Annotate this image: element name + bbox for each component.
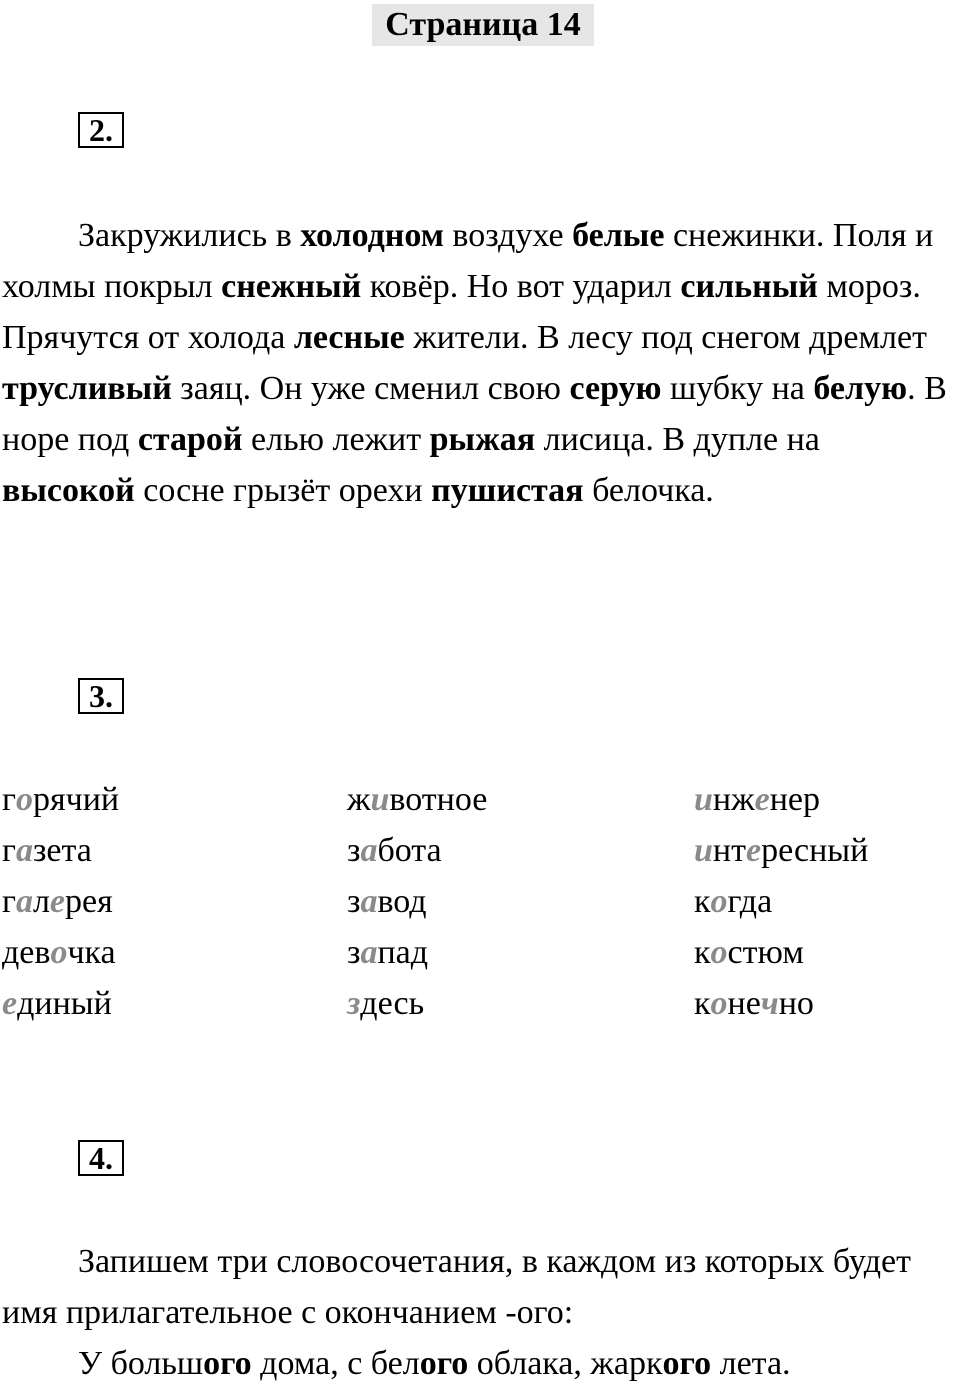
answer-part-text: облака, жарк — [468, 1345, 663, 1382]
word-part: рячий — [32, 781, 120, 818]
highlighted-letter: а — [360, 832, 378, 869]
word-part: нер — [769, 781, 820, 818]
task-3-number: 3. — [78, 678, 124, 714]
word-part: не — [727, 985, 761, 1022]
paragraph-word-bold: высокой — [2, 472, 135, 509]
paragraph-word-text: заяц. Он уже сменил свою — [171, 370, 570, 407]
paragraph-word-text: снежинки. Поля и холмы покрыл — [2, 217, 934, 305]
paragraph-word-bold: старой — [137, 421, 243, 458]
word-part: вотное — [389, 781, 488, 818]
word-part: рея — [65, 883, 113, 920]
page-title: Страница 14 — [372, 4, 594, 46]
answer-part-bold: ого — [419, 1345, 469, 1382]
word-part: дев — [2, 934, 51, 971]
highlighted-letter: о — [15, 781, 33, 818]
task-4-number: 4. — [78, 1140, 124, 1176]
word-item — [2, 978, 119, 1029]
paragraph-word-text: мороз. Прячутся от холода — [2, 268, 921, 356]
word-part: но — [778, 985, 814, 1022]
word-part: ресный — [761, 832, 869, 869]
paragraph-word-text: воздухе — [443, 217, 573, 254]
word-part: пад — [377, 934, 429, 971]
highlighted-letter: е — [2, 985, 18, 1022]
word-part: диный — [17, 985, 112, 1022]
task-3-column-1 — [2, 774, 119, 1029]
word-item — [347, 774, 487, 825]
task-3-column-2 — [347, 774, 487, 1029]
highlighted-letter: е — [745, 832, 762, 869]
answer-part-text: дома, с бел — [251, 1345, 420, 1382]
paragraph-word-bold: трусливый — [2, 370, 172, 407]
paragraph-word-text: . В норе под — [2, 370, 947, 458]
word-part: к — [694, 985, 711, 1022]
highlighted-letter: а — [15, 883, 33, 920]
paragraph-word-text: сосне грызёт орехи — [134, 472, 432, 509]
word-item — [694, 876, 868, 927]
word-part: г — [2, 883, 16, 920]
paragraph-word-bold: холодном — [300, 217, 444, 254]
paragraph-word-bold: белую — [813, 370, 908, 407]
paragraph-word-text: лисица. В дупле на — [535, 421, 820, 458]
word-item — [347, 876, 487, 927]
word-part: гда — [727, 883, 773, 920]
word-part: г — [2, 781, 16, 818]
highlighted-letter: о — [710, 934, 728, 971]
highlighted-letter: о — [710, 985, 728, 1022]
highlighted-letter: а — [360, 934, 378, 971]
word-part: к — [694, 883, 711, 920]
word-part: десь — [360, 985, 425, 1022]
paragraph-word-bold: серую — [569, 370, 662, 407]
paragraph-word-text: елью лежит — [242, 421, 430, 458]
highlighted-letter: е — [754, 781, 770, 818]
word-part: нт — [712, 832, 746, 869]
word-item — [694, 927, 868, 978]
word-part: чка — [67, 934, 116, 971]
word-item — [2, 927, 119, 978]
word-part: бота — [377, 832, 442, 869]
word-part: г — [2, 832, 16, 869]
task-4-intro: Запишем три словосочетания, в каждом из которых будет имя прилагательное с окончанием -ого: — [2, 1243, 911, 1331]
highlighted-letter: и — [694, 832, 713, 869]
paragraph-word-bold: сильный — [680, 268, 818, 305]
highlighted-letter: о — [50, 934, 68, 971]
answer-part-bold: ого — [662, 1345, 712, 1382]
word-part: вод — [377, 883, 427, 920]
answer-part-text: У больш — [78, 1345, 204, 1382]
word-part: к — [694, 934, 711, 971]
paragraph-word-text: Закружились в — [78, 217, 301, 254]
word-part: л — [32, 883, 50, 920]
word-item — [347, 825, 487, 876]
paragraph-word-bold: пушистая — [431, 472, 584, 509]
word-part: стюм — [727, 934, 804, 971]
paragraph-word-text: белочка. — [583, 472, 714, 509]
answer-part-bold: ого — [203, 1345, 252, 1382]
paragraph-word-bold: снежный — [221, 268, 362, 305]
word-item — [2, 774, 119, 825]
word-part: ж — [347, 781, 371, 818]
word-part: з — [347, 883, 361, 920]
task-2-number: 2. — [78, 112, 124, 148]
paragraph-word-text: шубку на — [661, 370, 814, 407]
answer-part-text: лета. — [711, 1345, 791, 1382]
word-item — [347, 927, 487, 978]
paragraph-word-bold: белые — [572, 217, 665, 254]
word-part: зета — [32, 832, 92, 869]
paragraph-word-text: ковёр. Но вот ударил — [361, 268, 681, 305]
word-part: з — [347, 934, 361, 971]
word-item — [694, 774, 868, 825]
word-part: нж — [712, 781, 755, 818]
word-item — [347, 978, 487, 1029]
word-item — [694, 978, 868, 1029]
word-item — [2, 825, 119, 876]
paragraph-word-text: жители. В лесу под снегом дремлет — [404, 319, 927, 356]
word-item — [2, 876, 119, 927]
paragraph-word-bold: лесные — [293, 319, 405, 356]
highlighted-letter: а — [15, 832, 33, 869]
highlighted-letter: е — [49, 883, 66, 920]
highlighted-letter: з — [347, 985, 361, 1022]
word-part: з — [347, 832, 361, 869]
task-4-answer — [2, 1338, 960, 1389]
highlighted-letter: и — [694, 781, 713, 818]
highlighted-letter: и — [370, 781, 390, 818]
task-2-paragraph — [2, 210, 960, 516]
highlighted-letter: а — [360, 883, 378, 920]
word-item — [694, 825, 868, 876]
highlighted-letter: о — [710, 883, 728, 920]
highlighted-letter: ч — [760, 985, 779, 1022]
paragraph-word-bold: рыжая — [429, 421, 536, 458]
task-3-column-3 — [694, 774, 868, 1029]
